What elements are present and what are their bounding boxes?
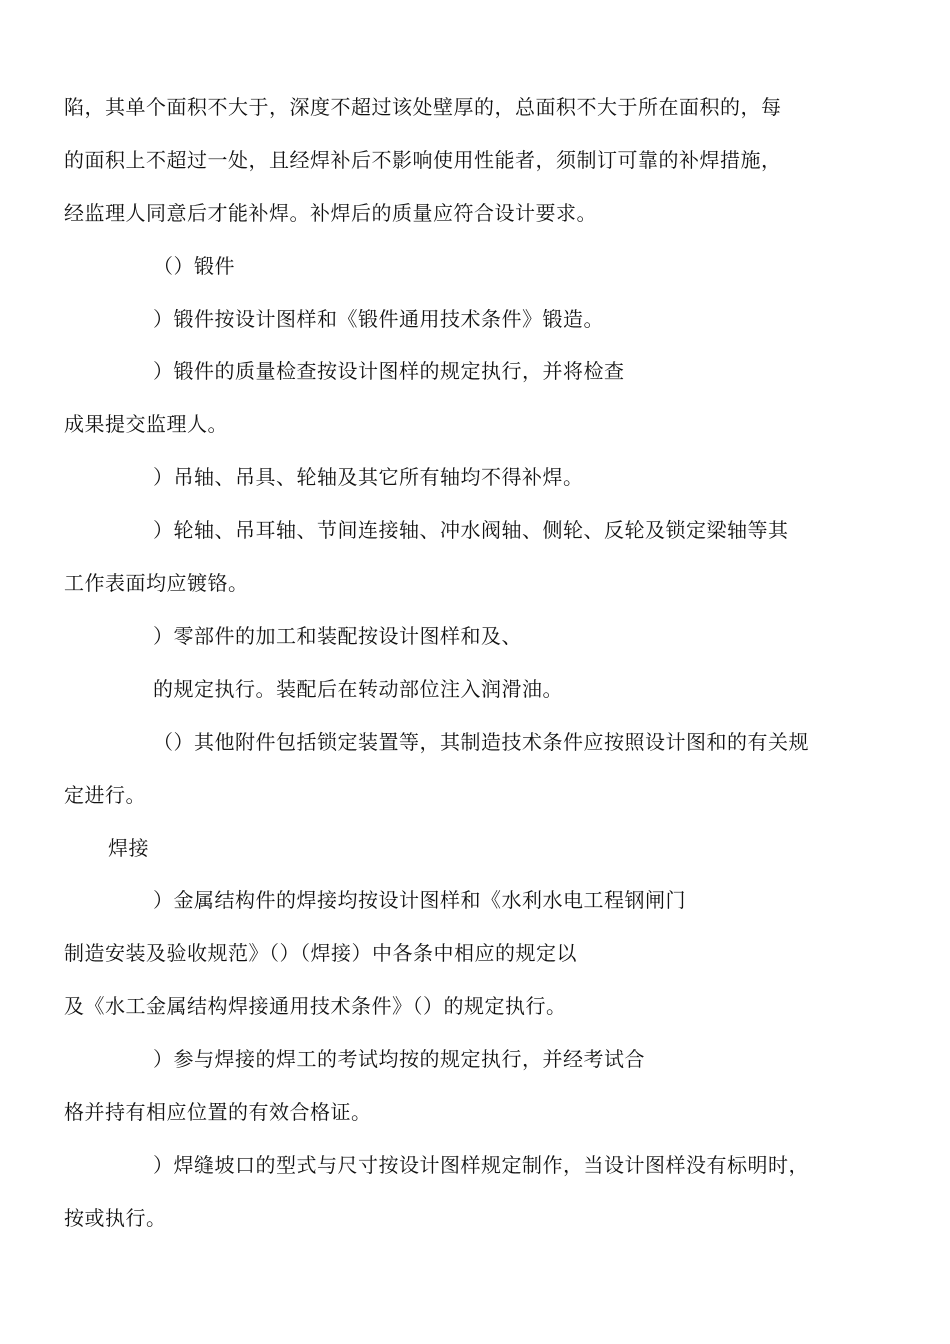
list-item: ）零部件的加工和装配按设计图样和及、 bbox=[153, 624, 522, 648]
list-item: ）轮轴、吊耳轴、节间连接轴、冲水阀轴、侧轮、反轮及锁定梁轴等其 bbox=[153, 518, 789, 542]
section-item-other-parts: （）其他附件包括锁定装置等，其制造技术条件应按照设计图和的有关规 bbox=[153, 730, 809, 754]
paragraph-line: 的规定执行。装配后在转动部位注入润滑油。 bbox=[153, 677, 563, 701]
paragraph-line: 经监理人同意后才能补焊。补焊后的质量应符合设计要求。 bbox=[64, 201, 597, 225]
paragraph-line: 定进行。 bbox=[64, 783, 146, 807]
paragraph-line: 制造安装及验收规范》（）（焊接）中各条中相应的规定以 bbox=[64, 941, 577, 965]
paragraph-line: 按或执行。 bbox=[64, 1206, 167, 1230]
list-item: ）吊轴、吊具、轮轴及其它所有轴均不得补焊。 bbox=[153, 465, 584, 489]
paragraph-line: 成果提交监理人。 bbox=[64, 412, 228, 436]
section-heading-forging: （）锻件 bbox=[153, 254, 235, 278]
paragraph-line: 及《水工金属结构焊接通用技术条件》（）的规定执行。 bbox=[64, 994, 567, 1018]
list-item: ）参与焊接的焊工的考试均按的规定执行，并经考试合 bbox=[153, 1047, 645, 1071]
list-item: ）锻件按设计图样和《锻件通用技术条件》锻造。 bbox=[153, 307, 604, 331]
list-item: ）焊缝坡口的型式与尺寸按设计图样规定制作，当设计图样没有标明时， bbox=[153, 1153, 809, 1177]
list-item: ）金属结构件的焊接均按设计图样和《水利水电工程钢闸门 bbox=[153, 888, 686, 912]
paragraph-line: 格并持有相应位置的有效合格证。 bbox=[64, 1100, 372, 1124]
section-heading-welding: 焊接 bbox=[108, 836, 149, 860]
paragraph-line: 的面积上不超过一处，且经焊补后不影响使用性能者，须制订可靠的补焊措施， bbox=[64, 148, 782, 172]
paragraph-line: 陷，其单个面积不大于，深度不超过该处壁厚的，总面积不大于所在面积的，每 bbox=[64, 95, 782, 119]
list-item: ）锻件的质量检查按设计图样的规定执行，并将检查 bbox=[153, 359, 625, 383]
paragraph-line: 工作表面均应镀铬。 bbox=[64, 571, 249, 595]
